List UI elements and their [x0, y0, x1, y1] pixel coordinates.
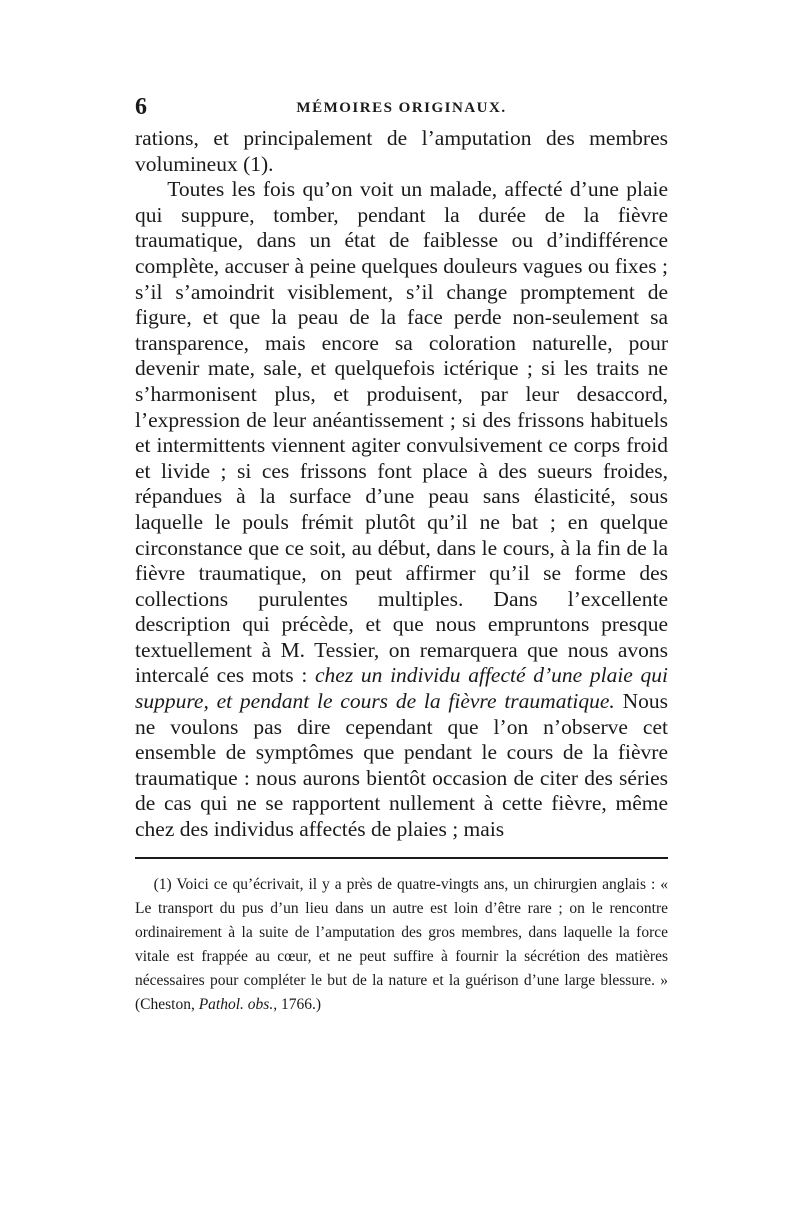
page-header: [135, 92, 668, 122]
footnote-citation: Pathol. obs.,: [198, 995, 278, 1013]
paragraph-text-end: Nous ne voulons pas dire cependant que l’on n’observe cet ensemble de symptômes que pendant le cours de la fièvre traumatique : nous aurons bientôt occasion de citer des séries de cas qui ne se rapportent nullement à cette fièvre, même chez des individus affectés de plaies ; mais: [135, 689, 668, 842]
footnote-text: (1) Voici ce qu’écrivait, il y a près de quatre-vingts ans, un chirurgien anglais : « Le transport du pus d’un lieu dans un autre est loin d’être rare ; on le rencontre ordinairement à la suite de l’amputation des gros membres, dans laquelle la force vitale est frappée au cœur, et ne peut suffire à fournir la sécrétion des matières nécessaires pour compléter le but de la nature et la guérison d’une large blessure. » (Cheston,: [135, 875, 668, 1013]
main-text: [135, 126, 668, 843]
paragraph-text: Toutes les fois qu’on voit un malade, affecté d’une plaie qui suppure, tomber, pendant la durée de la fièvre traumatique, dans un état de faiblesse ou d’indifférence complète, accuser à peine quelques douleurs vagues ou fixes ; s’il s’amoindrit visiblement, s’il change promptement de figure, et que la peau de la face perde non-seulement sa transparence, mais encore sa coloration naturelle, pour devenir mate, sale, et quelquefois ictérique ; si les traits ne s’harmonisent plus, et produisent, par leur desaccord, l’expression de leur anéantissement ; si des frissons habituels et intermittents viennent agiter convulsivement ce corps froid et livide ; si ces frissons font place à des sueurs froides, répandues à la surface d’une peau sans élasticité, sous laquelle le pouls frémit plutôt qu’il ne bat ; en quelque circonstance que ce soit, au début, dans le cours, à la fin de la fièvre traumatique, on peut affirmer qu’il se forme des collections purulentes multiples. Dans l’excellente description qui précède, et que nous empruntons presque textuellement à M. Tessier, on remarquera que nous avons intercalé ces mots :: [135, 177, 668, 688]
paragraph: [135, 177, 668, 842]
paragraph-continuation: rations, et principalement de l’amputation des membres volumineux (1).: [135, 126, 668, 176]
book-page: [135, 92, 668, 1017]
page-number: 6: [135, 94, 147, 120]
running-head: MÉMOIRES ORIGINAUX.: [296, 100, 507, 116]
footnote: [135, 873, 668, 1017]
footnote-year: 1766.): [280, 995, 322, 1013]
footnote-divider: [135, 857, 668, 859]
italic-quotation: chez un individu affecté d’une plaie qui suppure, et pendant le cours de la fièvre traumatique.: [135, 663, 668, 714]
